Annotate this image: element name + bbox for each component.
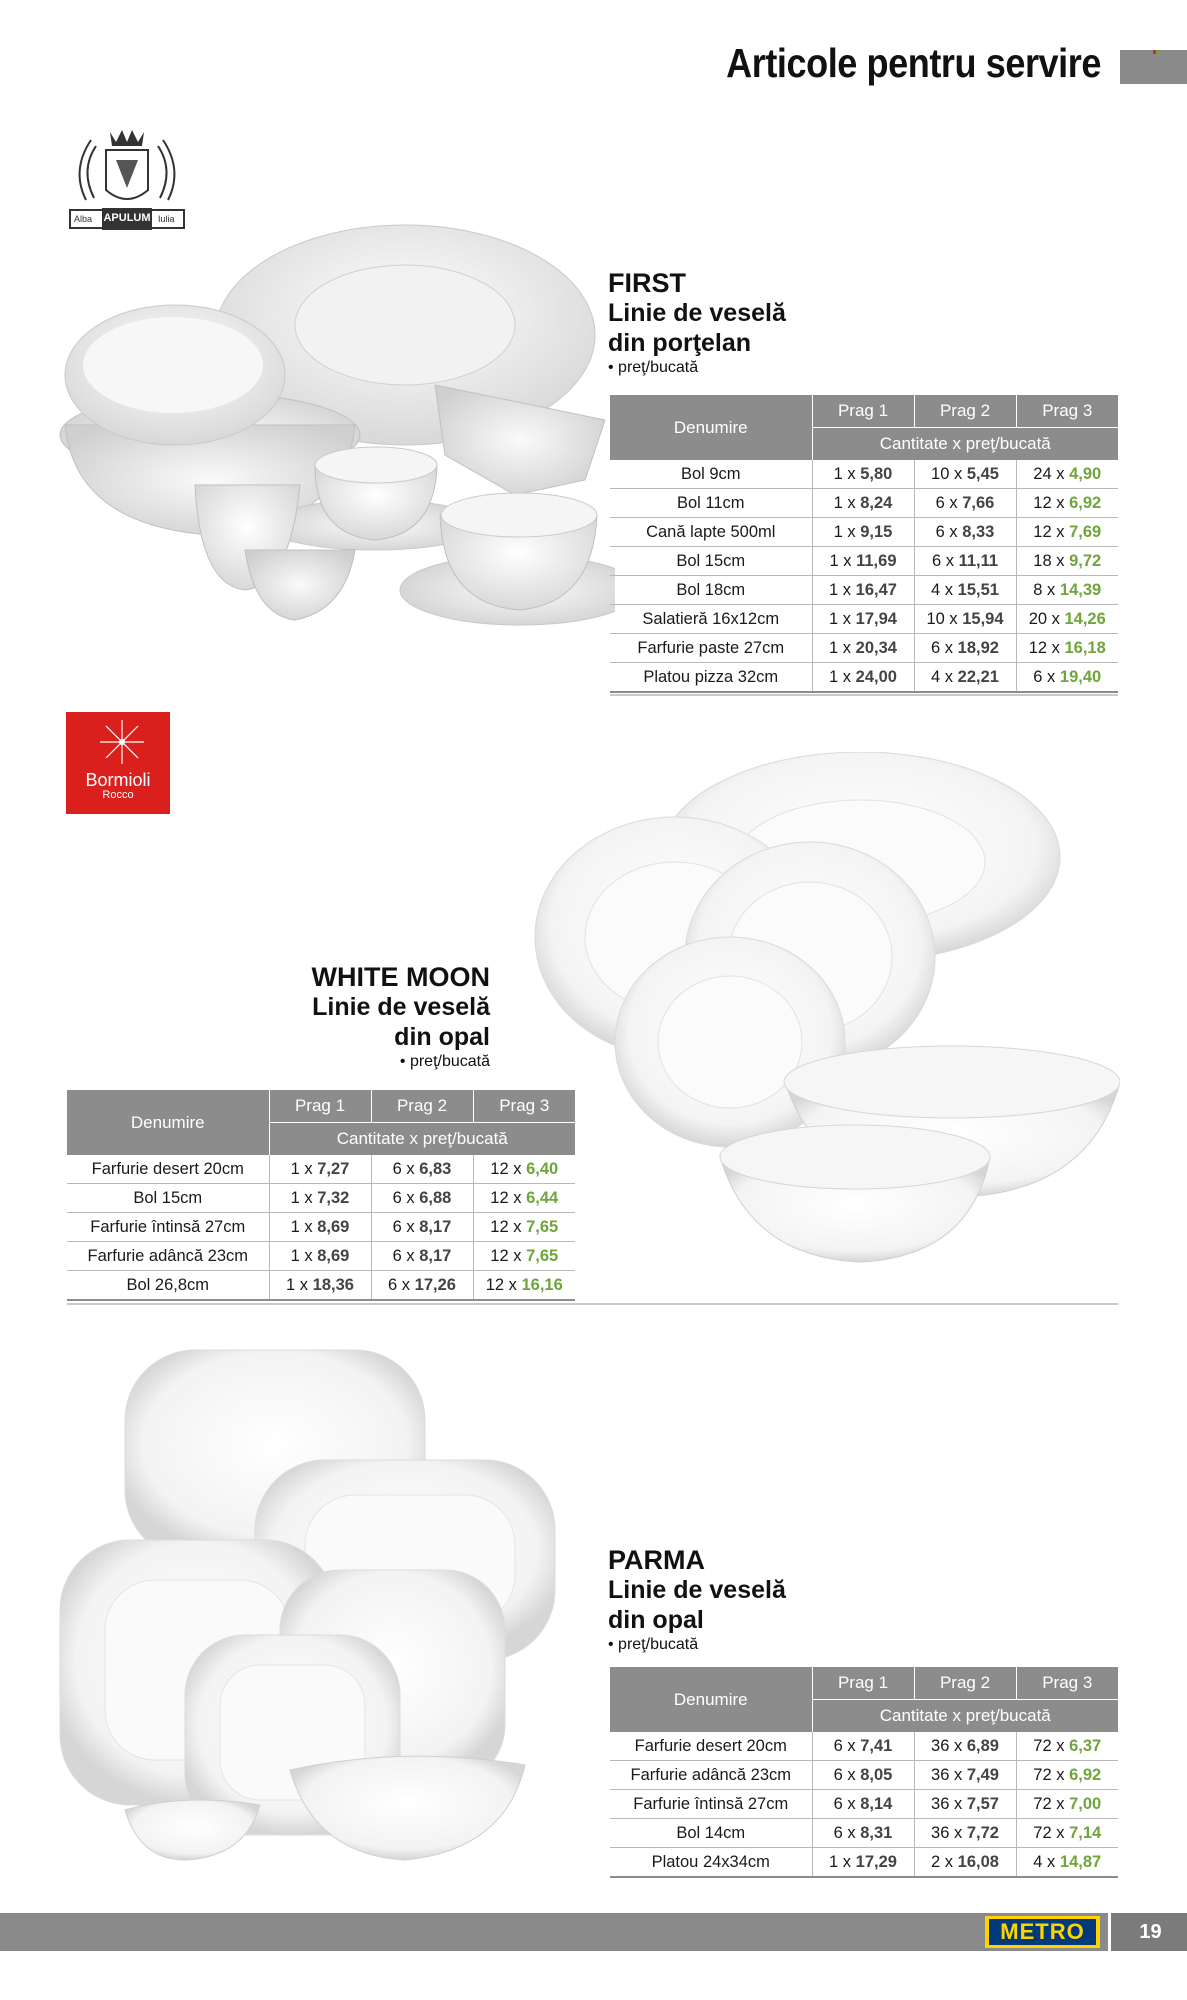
tier1-price-cell [812, 1790, 914, 1819]
tier2-price-cell [914, 576, 1016, 605]
tier1-price-cell [812, 489, 914, 518]
unit-price: 6,88 [419, 1188, 452, 1207]
item-name: Salatieră 16x12cm [610, 605, 812, 634]
item-name: Bol 14cm [610, 1819, 812, 1848]
unit-price: 22,21 [957, 667, 999, 686]
white-moon-unit: • preţ/bucată [399, 1053, 490, 1070]
item-name: Farfurie întinsă 27cm [67, 1213, 269, 1242]
unit-price: 18,36 [312, 1275, 354, 1294]
tier3-price-cell [1016, 1790, 1118, 1819]
table-header-denumire: Denumire [67, 1090, 269, 1155]
tier2-price-cell [914, 1790, 1016, 1819]
tier1-price-cell [812, 576, 914, 605]
quantity: 6 x [392, 1246, 415, 1265]
table-row [610, 1848, 1118, 1878]
first-name: FIRST [608, 268, 686, 298]
tier3-price-cell [1016, 547, 1118, 576]
quantity: 1 x [833, 493, 856, 512]
quantity: 6 x [1033, 667, 1056, 686]
table-header-prag1: Prag 1 [269, 1090, 371, 1123]
unit-price: 8,14 [860, 1794, 893, 1813]
quantity: 12 x [485, 1275, 517, 1294]
quantity: 72 x [1033, 1736, 1065, 1755]
unit-price: 7,69 [1069, 522, 1102, 541]
unit-price: 6,92 [1069, 1765, 1102, 1784]
tier2-price-cell [914, 1848, 1016, 1878]
tier1-price-cell [812, 605, 914, 634]
tier2-price-cell [914, 1761, 1016, 1790]
quantity: 18 x [1033, 551, 1065, 570]
unit-price: 8,24 [860, 493, 893, 512]
unit-price: 9,72 [1069, 551, 1102, 570]
table-row [610, 663, 1118, 693]
unit-price: 7,72 [966, 1823, 999, 1842]
item-name: Bol 26,8cm [67, 1271, 269, 1301]
bormioli-logo-line1: Bormioli [85, 770, 151, 790]
quantity: 6 x [392, 1159, 415, 1178]
bormioli-logo-line2: Rocco [102, 789, 134, 801]
tier1-price-cell [812, 460, 914, 489]
tier2-price-cell [371, 1184, 473, 1213]
unit-price: 14,87 [1059, 1852, 1102, 1871]
header-accent-bar [1120, 50, 1187, 84]
tier3-price-cell [1016, 1761, 1118, 1790]
unit-price: 18,92 [957, 638, 999, 657]
apulum-logo-right-text: Iulia [158, 214, 175, 224]
table-header-prag1: Prag 1 [812, 1667, 914, 1700]
unit-price: 6,40 [526, 1159, 559, 1178]
quantity: 1 x [286, 1275, 309, 1294]
tier3-price-cell [1016, 605, 1118, 634]
item-name: Farfurie paste 27cm [610, 634, 812, 663]
unit-price: 7,66 [962, 493, 995, 512]
quantity: 6 x [392, 1217, 415, 1236]
metro-logo [985, 1916, 1100, 1948]
white-moon-price-table [67, 1090, 575, 1301]
quantity: 72 x [1033, 1794, 1065, 1813]
white-moon-line2: din opal [394, 1023, 490, 1051]
page-title: Articole pentru servire [726, 40, 1101, 86]
unit-price: 17,29 [855, 1852, 897, 1871]
quantity: 1 x [829, 667, 852, 686]
parma-price-table [610, 1667, 1118, 1878]
unit-price: 14,26 [1064, 609, 1106, 628]
item-name: Platou pizza 32cm [610, 663, 812, 693]
first-product-image [45, 195, 615, 635]
first-line2: din porţelan [608, 329, 752, 357]
quantity: 2 x [931, 1852, 954, 1871]
quantity: 72 x [1033, 1823, 1065, 1842]
table-row [610, 518, 1118, 547]
quantity: 1 x [290, 1188, 313, 1207]
item-name: Bol 15cm [67, 1184, 269, 1213]
unit-price: 7,41 [860, 1736, 893, 1755]
table-row [610, 1732, 1118, 1761]
item-name: Farfurie întinsă 27cm [610, 1790, 812, 1819]
quantity: 6 x [392, 1188, 415, 1207]
table-header-prag3: Prag 3 [473, 1090, 575, 1123]
tier2-price-cell [914, 663, 1016, 693]
unit-price: 11,69 [856, 551, 897, 570]
unit-price: 6,89 [966, 1736, 999, 1755]
item-name: Bol 15cm [610, 547, 812, 576]
tier3-price-cell [473, 1213, 575, 1242]
tier1-price-cell [812, 634, 914, 663]
table-header-prag1: Prag 1 [812, 395, 914, 428]
quantity: 1 x [829, 580, 852, 599]
unit-price: 14,39 [1059, 580, 1102, 599]
tier3-price-cell [473, 1271, 575, 1301]
tier3-price-cell [1016, 634, 1118, 663]
table-row [67, 1271, 575, 1301]
tier2-price-cell [371, 1271, 473, 1301]
table-header-denumire: Denumire [610, 1667, 812, 1732]
tier2-price-cell [914, 460, 1016, 489]
unit-price: 8,05 [860, 1765, 893, 1784]
table-row [67, 1242, 575, 1271]
quantity: 36 x [931, 1794, 963, 1813]
tier1-price-cell [269, 1213, 371, 1242]
table-header-prag2: Prag 2 [914, 395, 1016, 428]
quantity: 4 x [931, 667, 954, 686]
unit-price: 7,49 [966, 1765, 999, 1784]
quantity: 36 x [931, 1736, 963, 1755]
tier2-price-cell [914, 518, 1016, 547]
tier2-price-cell [371, 1213, 473, 1242]
first-line1: Linie de veselă [608, 299, 786, 327]
quantity: 12 x [490, 1246, 522, 1265]
unit-price: 7,57 [966, 1794, 999, 1813]
section-divider [610, 694, 1118, 696]
unit-price: 17,94 [855, 609, 897, 628]
tier1-price-cell [269, 1271, 371, 1301]
tier2-price-cell [914, 547, 1016, 576]
quantity: 1 x [290, 1246, 313, 1265]
unit-price: 8,17 [419, 1246, 452, 1265]
tier2-price-cell [914, 1819, 1016, 1848]
white-moon-line1: Linie de veselă [312, 993, 490, 1021]
quantity: 6 x [935, 493, 958, 512]
apulum-logo-text: APULUM [103, 212, 151, 224]
quantity: 1 x [829, 638, 852, 657]
unit-price: 8,69 [317, 1246, 350, 1265]
table-header-prag3: Prag 3 [1016, 395, 1118, 428]
quantity: 1 x [290, 1159, 313, 1178]
tier3-price-cell [1016, 1848, 1118, 1878]
quantity: 4 x [931, 580, 954, 599]
tier3-price-cell [473, 1242, 575, 1271]
quantity: 20 x [1028, 609, 1060, 628]
first-unit: • preţ/bucată [608, 359, 699, 376]
table-subheader: Cantitate x preţ/bucată [812, 1700, 1118, 1733]
quantity: 1 x [290, 1217, 313, 1236]
quantity: 6 x [833, 1794, 856, 1813]
table-row [67, 1155, 575, 1184]
tier3-price-cell [1016, 518, 1118, 547]
tier1-price-cell [269, 1184, 371, 1213]
unit-price: 6,37 [1069, 1736, 1102, 1755]
bormioli-rocco-logo [66, 712, 170, 814]
item-name: Bol 9cm [610, 460, 812, 489]
unit-price: 5,45 [966, 464, 999, 483]
table-header-prag2: Prag 2 [371, 1090, 473, 1123]
table-row [610, 547, 1118, 576]
unit-price: 24,00 [855, 667, 897, 686]
tier1-price-cell [812, 1761, 914, 1790]
quantity: 12 x [1033, 522, 1065, 541]
quantity: 1 x [829, 609, 852, 628]
section-divider [67, 1303, 1118, 1305]
tier1-price-cell [812, 1819, 914, 1848]
table-row [610, 489, 1118, 518]
unit-price: 4,90 [1069, 464, 1102, 483]
parma-name: PARMA [608, 1545, 705, 1575]
parma-heading [608, 1545, 786, 1655]
unit-price: 11,11 [958, 551, 999, 570]
unit-price: 7,65 [526, 1246, 559, 1265]
apulum-logo-left-text: Alba [74, 214, 93, 224]
tier2-price-cell [371, 1242, 473, 1271]
table-row [610, 460, 1118, 489]
tier1-price-cell [812, 518, 914, 547]
unit-price: 6,92 [1069, 493, 1102, 512]
quantity: 6 x [388, 1275, 411, 1294]
parma-unit: • preţ/bucată [608, 1636, 699, 1653]
item-name: Bol 18cm [610, 576, 812, 605]
quantity: 6 x [833, 1765, 856, 1784]
parma-line2: din opal [608, 1606, 704, 1634]
tier3-price-cell [1016, 576, 1118, 605]
unit-price: 7,27 [317, 1159, 350, 1178]
tier1-price-cell [812, 1848, 914, 1878]
tier1-price-cell [812, 663, 914, 693]
table-header-denumire: Denumire [610, 395, 812, 460]
unit-price: 8,33 [962, 522, 995, 541]
first-price-table [610, 395, 1118, 693]
unit-price: 19,40 [1059, 667, 1102, 686]
tier1-price-cell [812, 547, 914, 576]
header-color-mark [1153, 41, 1160, 45]
item-name: Bol 11cm [610, 489, 812, 518]
quantity: 36 x [931, 1765, 963, 1784]
quantity: 24 x [1033, 464, 1065, 483]
tier3-price-cell [1016, 1732, 1118, 1761]
quantity: 10 x [931, 464, 963, 483]
unit-price: 6,44 [526, 1188, 559, 1207]
tier1-price-cell [269, 1155, 371, 1184]
unit-price: 7,65 [526, 1217, 559, 1236]
unit-price: 9,15 [860, 522, 893, 541]
table-header-prag2: Prag 2 [914, 1667, 1016, 1700]
tier2-price-cell [914, 489, 1016, 518]
unit-price: 16,47 [855, 580, 897, 599]
unit-price: 15,94 [962, 609, 1004, 628]
tier3-price-cell [1016, 489, 1118, 518]
quantity: 12 x [490, 1217, 522, 1236]
quantity: 72 x [1033, 1765, 1065, 1784]
quantity: 6 x [931, 638, 954, 657]
white-moon-name: WHITE MOON [311, 962, 490, 992]
tier3-price-cell [473, 1155, 575, 1184]
unit-price: 16,08 [957, 1852, 999, 1871]
quantity: 6 x [935, 522, 958, 541]
table-subheader: Cantitate x preţ/bucată [269, 1123, 575, 1156]
unit-price: 7,32 [317, 1188, 350, 1207]
item-name: Cană lapte 500ml [610, 518, 812, 547]
unit-price: 8,31 [860, 1823, 893, 1842]
metro-logo-text: METRO [989, 1919, 1096, 1945]
unit-price: 8,69 [317, 1217, 350, 1236]
table-row [610, 605, 1118, 634]
quantity: 1 x [833, 464, 856, 483]
item-name: Farfurie adâncă 23cm [67, 1242, 269, 1271]
table-row [610, 634, 1118, 663]
quantity: 12 x [490, 1159, 522, 1178]
table-subheader: Cantitate x preţ/bucată [812, 428, 1118, 461]
quantity: 10 x [926, 609, 958, 628]
tier2-price-cell [914, 1732, 1016, 1761]
item-name: Farfurie desert 20cm [610, 1732, 812, 1761]
tier2-price-cell [914, 605, 1016, 634]
parma-line1: Linie de veselă [608, 1576, 786, 1604]
unit-price: 20,34 [855, 638, 897, 657]
quantity: 1 x [833, 522, 856, 541]
quantity: 12 x [1033, 493, 1065, 512]
quantity: 1 x [829, 1852, 852, 1871]
unit-price: 8,17 [419, 1217, 452, 1236]
parma-product-image [55, 1345, 595, 1865]
table-row [67, 1184, 575, 1213]
unit-price: 7,00 [1069, 1794, 1102, 1813]
tier3-price-cell [473, 1184, 575, 1213]
white-moon-heading [312, 962, 490, 1072]
tier1-price-cell [269, 1242, 371, 1271]
item-name: Farfurie desert 20cm [67, 1155, 269, 1184]
item-name: Platou 24x34cm [610, 1848, 812, 1878]
table-row [610, 576, 1118, 605]
tier3-price-cell [1016, 460, 1118, 489]
unit-price: 16,18 [1064, 638, 1106, 657]
page-number: 19 [1108, 1913, 1187, 1951]
unit-price: 6,83 [419, 1159, 452, 1178]
quantity: 8 x [1033, 580, 1056, 599]
tier2-price-cell [371, 1155, 473, 1184]
table-row [610, 1761, 1118, 1790]
quantity: 6 x [833, 1736, 856, 1755]
quantity: 36 x [931, 1823, 963, 1842]
quantity: 12 x [1028, 638, 1060, 657]
table-row [610, 1790, 1118, 1819]
unit-price: 16,16 [521, 1275, 563, 1294]
quantity: 4 x [1033, 1852, 1056, 1871]
unit-price: 17,26 [414, 1275, 456, 1294]
table-row [67, 1213, 575, 1242]
quantity: 6 x [833, 1823, 856, 1842]
unit-price: 7,14 [1069, 1823, 1102, 1842]
first-heading [608, 268, 786, 378]
unit-price: 5,80 [860, 464, 893, 483]
quantity: 6 x [931, 551, 954, 570]
item-name: Farfurie adâncă 23cm [610, 1761, 812, 1790]
tier3-price-cell [1016, 663, 1118, 693]
quantity: 12 x [490, 1188, 522, 1207]
unit-price: 15,51 [957, 580, 999, 599]
table-header-prag3: Prag 3 [1016, 1667, 1118, 1700]
tier2-price-cell [914, 634, 1016, 663]
tier1-price-cell [812, 1732, 914, 1761]
table-row [610, 1819, 1118, 1848]
white-moon-product-image [520, 752, 1120, 1272]
tier3-price-cell [1016, 1819, 1118, 1848]
quantity: 1 x [829, 551, 852, 570]
